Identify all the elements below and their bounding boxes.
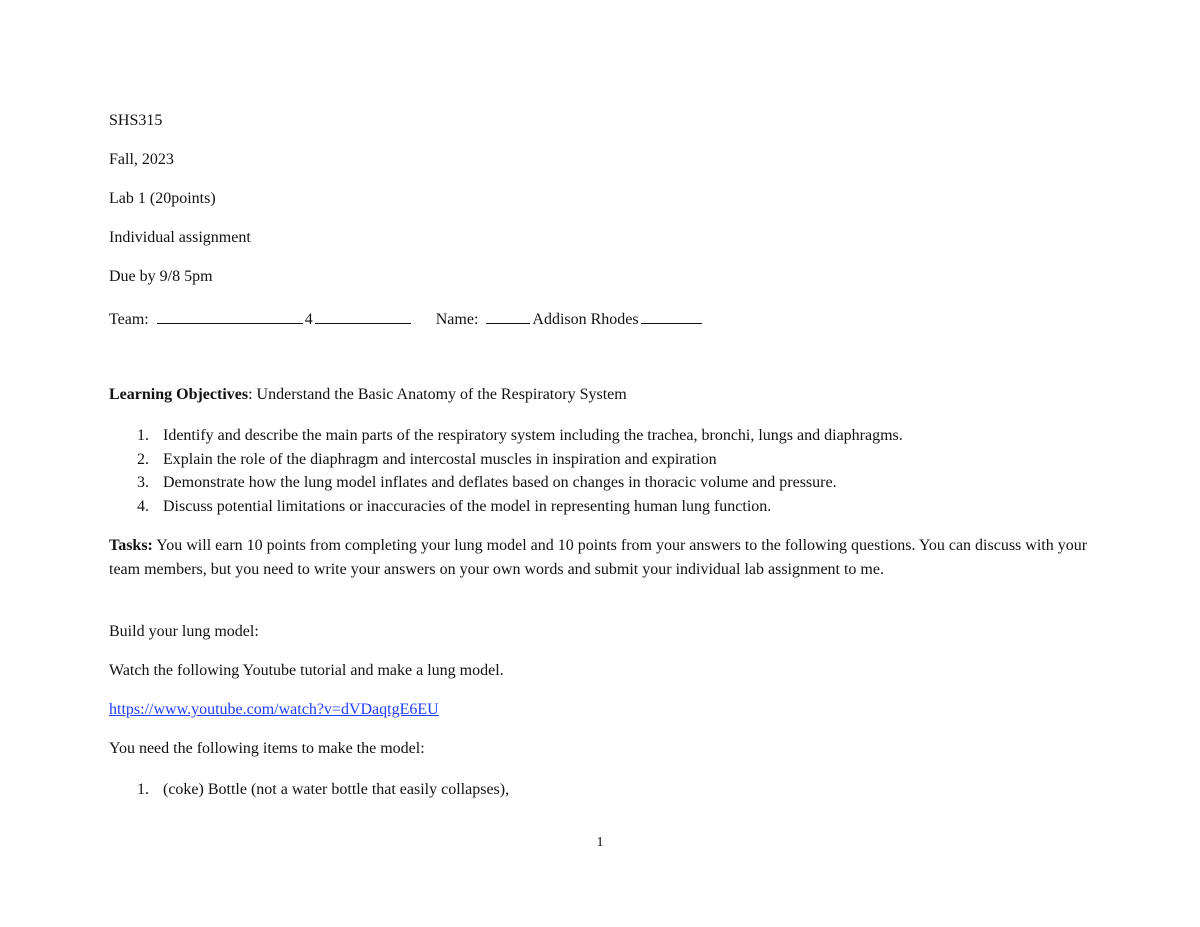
items-needed-intro: You need the following items to make the model: [109,740,425,757]
item-number: 1. [137,781,149,798]
objective-number: 1. [137,427,149,444]
name-blank-line [486,306,530,324]
objective-number: 3. [137,474,149,492]
due-date: Due by 9/8 5pm [109,268,213,285]
lab-title: Lab 1 (20points) [109,190,216,207]
learning-objectives-heading [109,385,627,405]
objective-text: Identify and describe the main parts of the respiratory system including the trachea, bronchi, lungs and diaphragms. [163,427,903,444]
objective-item [109,495,903,519]
objective-text: Explain the role of the diaphragm and intercostal muscles in inspiration and expiration [163,450,717,468]
objective-text: Demonstrate how the lung model inflates and deflates based on changes in thoracic volume and pressure. [163,474,837,492]
team-value: 4 [304,311,313,328]
team-blank-line-end [315,306,411,324]
learning-objectives-label: Learning Objectives [109,386,249,403]
tasks-text: You will earn 10 points from completing your lung model and 10 points from your answers to the following questions. You can discuss with your team members, but you need to write your answers on your own words and submit your individual lab assignment to me. [109,537,1088,578]
assignment-type: Individual assignment [109,229,251,246]
items-needed-list [109,778,509,802]
page-number: 1 [596,835,604,850]
team-blank-line [157,306,303,324]
watch-instruction: Watch the following Youtube tutorial and make a lung model. [109,662,504,679]
team-name-row [109,306,702,330]
term: Fall, 2023 [109,151,174,168]
objective-item [109,448,903,472]
team-label: Team: [109,311,149,328]
build-heading: Build your lung model: [109,623,259,640]
item-text: (coke) Bottle (not a water bottle that easily collapses), [163,781,510,798]
objective-number: 2. [137,450,149,468]
objectives-list [109,424,903,518]
name-value: Addison Rhodes [532,311,639,328]
objective-item [109,424,903,448]
name-label: Name: [435,311,479,328]
tasks-label: Tasks: [109,537,153,554]
tasks-paragraph [109,534,1099,581]
item-needed [109,778,509,802]
objective-item [109,471,903,495]
objective-text: Discuss potential limitations or inaccuracies of the model in representing human lung function. [163,497,772,515]
learning-objectives-subtitle: : Understand the Basic Anatomy of the Respiratory System [248,386,627,403]
name-blank-line-end [641,306,702,324]
course-code: SHS315 [109,112,163,129]
youtube-link[interactable]: https://www.youtube.com/watch?v=dVDaqtgE6EU [109,701,439,718]
objective-number: 4. [137,497,149,515]
